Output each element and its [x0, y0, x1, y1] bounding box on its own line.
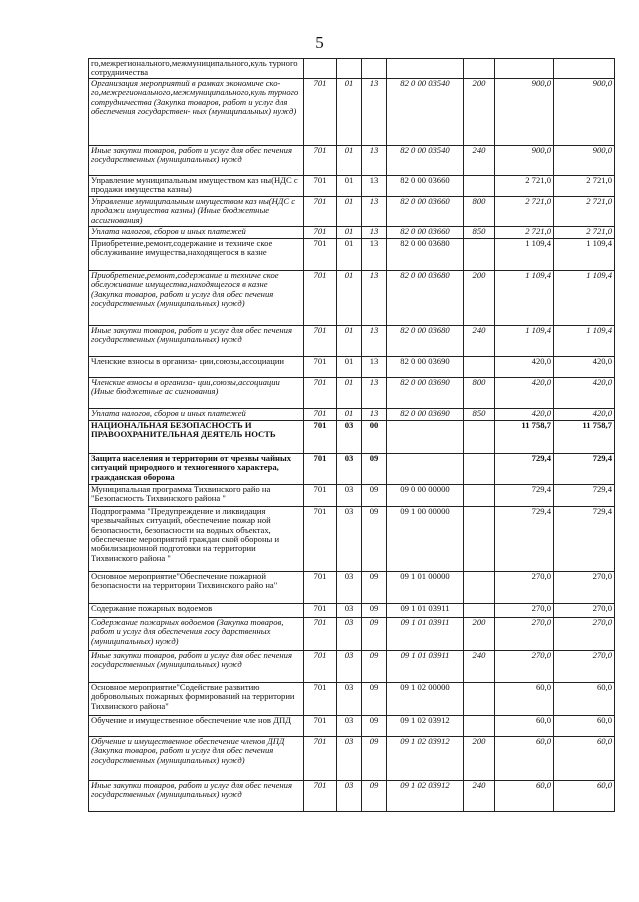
- subsection-code-cell: 13: [362, 78, 387, 145]
- grbs-code-cell: 701: [304, 571, 337, 603]
- expense-type-cell: 850: [464, 226, 495, 238]
- expense-type-cell: 800: [464, 377, 495, 408]
- grbs-code-cell: 701: [304, 238, 337, 270]
- table-row: [89, 682, 615, 715]
- item-name-cell: Управление муниципальным имуществом каз ны(НДС с продажи имущества казны): [89, 175, 304, 196]
- target-article-cell: 09 1 01 03911: [387, 617, 464, 650]
- target-article-cell: 09 1 02 03912: [387, 736, 464, 780]
- expense-type-cell: [464, 59, 495, 79]
- amount-total-cell: 420,0: [554, 377, 615, 408]
- item-name-cell: Обучение и имущественное обеспечение чле нов ДПД: [89, 715, 304, 736]
- grbs-code-cell: 701: [304, 175, 337, 196]
- section-code-cell: 01: [337, 226, 362, 238]
- amount-total-cell: 60,0: [554, 715, 615, 736]
- amount-cell: 1 109,4: [495, 270, 554, 325]
- amount-cell: 60,0: [495, 736, 554, 780]
- grbs-code-cell: 701: [304, 78, 337, 145]
- item-name-cell: го,межрегионального,межмуниципального,куль турного сотрудничества: [89, 59, 304, 79]
- expense-type-cell: 200: [464, 270, 495, 325]
- amount-total-cell: 1 109,4: [554, 270, 615, 325]
- amount-cell: 11 758,7: [495, 420, 554, 453]
- amount-total-cell: 729,4: [554, 506, 615, 571]
- section-code-cell: 01: [337, 175, 362, 196]
- grbs-code-cell: 701: [304, 377, 337, 408]
- amount-cell: 420,0: [495, 377, 554, 408]
- amount-total-cell: 270,0: [554, 650, 615, 682]
- section-code-cell: 03: [337, 571, 362, 603]
- amount-cell: 60,0: [495, 682, 554, 715]
- target-article-cell: 09 1 01 03911: [387, 650, 464, 682]
- section-code-cell: 01: [337, 408, 362, 420]
- target-article-cell: 09 1 02 00000: [387, 682, 464, 715]
- amount-total-cell: 900,0: [554, 145, 615, 175]
- grbs-code-cell: 701: [304, 682, 337, 715]
- amount-cell: 270,0: [495, 571, 554, 603]
- item-name-cell: Организация мероприятий в рамках экономиче ско- го,межрегионального,межмуниципального,куль турного сотрудничества (Закупка товаров, работ и услуг для обеспечения государствен- ных (муниципальных) нужд): [89, 78, 304, 145]
- grbs-code-cell: 701: [304, 780, 337, 811]
- section-code-cell: 03: [337, 650, 362, 682]
- table-row: [89, 325, 615, 356]
- item-name-cell: Уплата налогов, сборов и иных платежей: [89, 408, 304, 420]
- table-row: [89, 571, 615, 603]
- amount-total-cell: 2 721,0: [554, 196, 615, 226]
- subsection-code-cell: 13: [362, 377, 387, 408]
- table-row: [89, 715, 615, 736]
- target-article-cell: 82 0 00 03680: [387, 325, 464, 356]
- amount-cell: 1 109,4: [495, 238, 554, 270]
- grbs-code-cell: 701: [304, 408, 337, 420]
- page-number: 5: [315, 33, 324, 52]
- subsection-code-cell: [362, 59, 387, 79]
- amount-total-cell: 60,0: [554, 780, 615, 811]
- expense-type-cell: 200: [464, 617, 495, 650]
- subsection-code-cell: 09: [362, 484, 387, 506]
- subsection-code-cell: 13: [362, 356, 387, 377]
- amount-cell: 2 721,0: [495, 226, 554, 238]
- amount-total-cell: 420,0: [554, 408, 615, 420]
- section-code-cell: 01: [337, 270, 362, 325]
- section-code-cell: 03: [337, 617, 362, 650]
- section-code-cell: 03: [337, 736, 362, 780]
- section-code-cell: 03: [337, 682, 362, 715]
- section-code-cell: 01: [337, 145, 362, 175]
- expense-type-cell: [464, 175, 495, 196]
- subsection-code-cell: 13: [362, 145, 387, 175]
- target-article-cell: 82 0 00 03690: [387, 356, 464, 377]
- amount-total-cell: 11 758,7: [554, 420, 615, 453]
- item-name-cell: Иные закупки товаров, работ и услуг для обес печения государственных (муниципальных) нужд: [89, 780, 304, 811]
- expense-type-cell: [464, 484, 495, 506]
- expense-type-cell: 200: [464, 736, 495, 780]
- item-name-cell: НАЦИОНАЛЬНАЯ БЕЗОПАСНОСТЬ И ПРАВООХРАНИТЕЛЬНАЯ ДЕЯТЕЛЬ НОСТЬ: [89, 420, 304, 453]
- table-row: [89, 453, 615, 484]
- target-article-cell: 09 1 00 00000: [387, 506, 464, 571]
- amount-total-cell: 1 109,4: [554, 325, 615, 356]
- amount-cell: 900,0: [495, 78, 554, 145]
- table-row: [89, 408, 615, 420]
- table-row: [89, 59, 615, 79]
- target-article-cell: 82 0 00 03680: [387, 270, 464, 325]
- target-article-cell: 82 0 00 03660: [387, 226, 464, 238]
- expense-type-cell: [464, 715, 495, 736]
- item-name-cell: Приобретение,ремонт,содержание и техниче ское обслуживание имущества,находящегося в казне (Закупка товаров, работ и услуг для обес печения государственных (муниципальных) нужд): [89, 270, 304, 325]
- amount-cell: 420,0: [495, 408, 554, 420]
- target-article-cell: 82 0 00 03540: [387, 145, 464, 175]
- grbs-code-cell: 701: [304, 736, 337, 780]
- item-name-cell: Иные закупки товаров, работ и услуг для обес печения государственных (муниципальных) нужд: [89, 325, 304, 356]
- item-name-cell: Защита населения и территории от чрезвы чайных ситуаций природного и техногенного характера, гражданская оборона: [89, 453, 304, 484]
- item-name-cell: Управление муниципальным имуществом каз ны(НДС с продажи имущества казны) (Иные бюджетные ассигнования): [89, 196, 304, 226]
- target-article-cell: 82 0 00 03540: [387, 78, 464, 145]
- amount-cell: 729,4: [495, 506, 554, 571]
- table-row: [89, 226, 615, 238]
- amount-cell: 2 721,0: [495, 175, 554, 196]
- item-name-cell: Муниципальная программа Тихвинского райо на "Безопасность Тихвинского района ": [89, 484, 304, 506]
- grbs-code-cell: 701: [304, 603, 337, 617]
- section-code-cell: 03: [337, 715, 362, 736]
- target-article-cell: 09 1 02 03912: [387, 780, 464, 811]
- table-row: [89, 650, 615, 682]
- target-article-cell: 09 0 00 00000: [387, 484, 464, 506]
- section-code-cell: 03: [337, 603, 362, 617]
- amount-total-cell: 270,0: [554, 617, 615, 650]
- amount-cell: 900,0: [495, 145, 554, 175]
- amount-cell: 60,0: [495, 780, 554, 811]
- grbs-code-cell: 701: [304, 453, 337, 484]
- amount-cell: 270,0: [495, 603, 554, 617]
- amount-cell: 729,4: [495, 484, 554, 506]
- amount-total-cell: 60,0: [554, 736, 615, 780]
- expense-type-cell: [464, 682, 495, 715]
- grbs-code-cell: [304, 59, 337, 79]
- table-row: [89, 356, 615, 377]
- expense-type-cell: 240: [464, 780, 495, 811]
- grbs-code-cell: 701: [304, 506, 337, 571]
- subsection-code-cell: 09: [362, 506, 387, 571]
- item-name-cell: Иные закупки товаров, работ и услуг для обес печения государственных (муниципальных) нужд: [89, 145, 304, 175]
- grbs-code-cell: 701: [304, 226, 337, 238]
- amount-cell: 270,0: [495, 650, 554, 682]
- amount-cell: 270,0: [495, 617, 554, 650]
- section-code-cell: 03: [337, 453, 362, 484]
- subsection-code-cell: 13: [362, 325, 387, 356]
- subsection-code-cell: 09: [362, 682, 387, 715]
- amount-total-cell: 2 721,0: [554, 175, 615, 196]
- expense-type-cell: [464, 453, 495, 484]
- table-row: [89, 506, 615, 571]
- table-row: [89, 270, 615, 325]
- section-code-cell: 03: [337, 780, 362, 811]
- expense-type-cell: [464, 506, 495, 571]
- subsection-code-cell: 09: [362, 571, 387, 603]
- section-code-cell: 03: [337, 506, 362, 571]
- subsection-code-cell: 09: [362, 780, 387, 811]
- grbs-code-cell: 701: [304, 356, 337, 377]
- item-name-cell: Уплата налогов, сборов и иных платежей: [89, 226, 304, 238]
- subsection-code-cell: 13: [362, 408, 387, 420]
- item-name-cell: Содержание пожарных водоемов (Закупка товаров, работ и услуг для обеспечения госу дарственных (муниципальных) нужд): [89, 617, 304, 650]
- subsection-code-cell: 09: [362, 617, 387, 650]
- item-name-cell: Членские взносы в организа- ции,союзы,ассоциации (Иные бюджетные ас сигнования): [89, 377, 304, 408]
- amount-cell: 2 721,0: [495, 196, 554, 226]
- subsection-code-cell: 09: [362, 650, 387, 682]
- grbs-code-cell: 701: [304, 617, 337, 650]
- target-article-cell: 82 0 00 03660: [387, 175, 464, 196]
- expense-type-cell: [464, 603, 495, 617]
- grbs-code-cell: 701: [304, 484, 337, 506]
- amount-total-cell: 1 109,4: [554, 238, 615, 270]
- section-code-cell: 01: [337, 238, 362, 270]
- section-code-cell: 01: [337, 196, 362, 226]
- table-row: [89, 603, 615, 617]
- target-article-cell: 82 0 00 03690: [387, 377, 464, 408]
- amount-cell: 729,4: [495, 453, 554, 484]
- table-row: [89, 420, 615, 453]
- grbs-code-cell: 701: [304, 196, 337, 226]
- budget-table: [88, 58, 615, 812]
- subsection-code-cell: 13: [362, 226, 387, 238]
- table-row: [89, 145, 615, 175]
- table-row: [89, 238, 615, 270]
- subsection-code-cell: 09: [362, 453, 387, 484]
- expense-type-cell: [464, 571, 495, 603]
- grbs-code-cell: 701: [304, 420, 337, 453]
- grbs-code-cell: 701: [304, 650, 337, 682]
- target-article-cell: 09 1 02 03912: [387, 715, 464, 736]
- item-name-cell: Членские взносы в организа- ции,союзы,ассоциации: [89, 356, 304, 377]
- grbs-code-cell: 701: [304, 325, 337, 356]
- target-article-cell: 82 0 00 03660: [387, 196, 464, 226]
- target-article-cell: 09 1 01 00000: [387, 571, 464, 603]
- expense-type-cell: 240: [464, 145, 495, 175]
- grbs-code-cell: 701: [304, 715, 337, 736]
- amount-cell: 60,0: [495, 715, 554, 736]
- amount-total-cell: [554, 59, 615, 79]
- target-article-cell: 82 0 00 03690: [387, 408, 464, 420]
- table-row: [89, 484, 615, 506]
- amount-cell: 1 109,4: [495, 325, 554, 356]
- amount-total-cell: 270,0: [554, 603, 615, 617]
- item-name-cell: Основное мероприятие"Обеспечение пожарной безопасности на территории Тихвинского райо на": [89, 571, 304, 603]
- expense-type-cell: [464, 238, 495, 270]
- target-article-cell: [387, 59, 464, 79]
- budget-table-body: [89, 59, 615, 812]
- expense-type-cell: [464, 356, 495, 377]
- table-row: [89, 196, 615, 226]
- item-name-cell: Подпрограмма "Предупреждение и ликвидация чрезвычайных ситуаций, обеспечение пожар ной безопасности, безопасности на водных объектах, обеспечение мероприятий граждан ской обороны и мобилизационной подготовки на территории Тихвинского района ": [89, 506, 304, 571]
- subsection-code-cell: 13: [362, 175, 387, 196]
- expense-type-cell: 240: [464, 325, 495, 356]
- table-row: [89, 78, 615, 145]
- target-article-cell: 09 1 01 03911: [387, 603, 464, 617]
- amount-cell: 420,0: [495, 356, 554, 377]
- table-row: [89, 736, 615, 780]
- amount-cell: [495, 59, 554, 79]
- section-code-cell: 01: [337, 78, 362, 145]
- item-name-cell: Основное мероприятие"Содействие развитию добровольных пожарных формирований на территории Тихвинского района": [89, 682, 304, 715]
- section-code-cell: 01: [337, 325, 362, 356]
- subsection-code-cell: 09: [362, 736, 387, 780]
- expense-type-cell: [464, 420, 495, 453]
- subsection-code-cell: 00: [362, 420, 387, 453]
- grbs-code-cell: 701: [304, 145, 337, 175]
- section-code-cell: 01: [337, 356, 362, 377]
- section-code-cell: [337, 59, 362, 79]
- target-article-cell: [387, 453, 464, 484]
- subsection-code-cell: 13: [362, 238, 387, 270]
- item-name-cell: Приобретение,ремонт,содержание и техниче ское обслуживание имущества,находящегося в казне: [89, 238, 304, 270]
- section-code-cell: 03: [337, 420, 362, 453]
- item-name-cell: Обучение и имущественное обеспечение членов ДПД (Закупка товаров, работ и услуг для обес печения государственных (муниципальных) нужд): [89, 736, 304, 780]
- amount-total-cell: 2 721,0: [554, 226, 615, 238]
- amount-total-cell: 900,0: [554, 78, 615, 145]
- amount-total-cell: 729,4: [554, 453, 615, 484]
- grbs-code-cell: 701: [304, 270, 337, 325]
- item-name-cell: Содержание пожарных водоемов: [89, 603, 304, 617]
- table-row: [89, 175, 615, 196]
- target-article-cell: 82 0 00 03680: [387, 238, 464, 270]
- amount-total-cell: 729,4: [554, 484, 615, 506]
- table-row: [89, 617, 615, 650]
- table-row: [89, 377, 615, 408]
- amount-total-cell: 270,0: [554, 571, 615, 603]
- target-article-cell: [387, 420, 464, 453]
- subsection-code-cell: 09: [362, 715, 387, 736]
- amount-total-cell: 420,0: [554, 356, 615, 377]
- expense-type-cell: 800: [464, 196, 495, 226]
- subsection-code-cell: 09: [362, 603, 387, 617]
- expense-type-cell: 850: [464, 408, 495, 420]
- subsection-code-cell: 13: [362, 196, 387, 226]
- section-code-cell: 03: [337, 484, 362, 506]
- table-row: [89, 780, 615, 811]
- amount-total-cell: 60,0: [554, 682, 615, 715]
- expense-type-cell: 240: [464, 650, 495, 682]
- item-name-cell: Иные закупки товаров, работ и услуг для обес печения государственных (муниципальных) нужд: [89, 650, 304, 682]
- subsection-code-cell: 13: [362, 270, 387, 325]
- expense-type-cell: 200: [464, 78, 495, 145]
- section-code-cell: 01: [337, 377, 362, 408]
